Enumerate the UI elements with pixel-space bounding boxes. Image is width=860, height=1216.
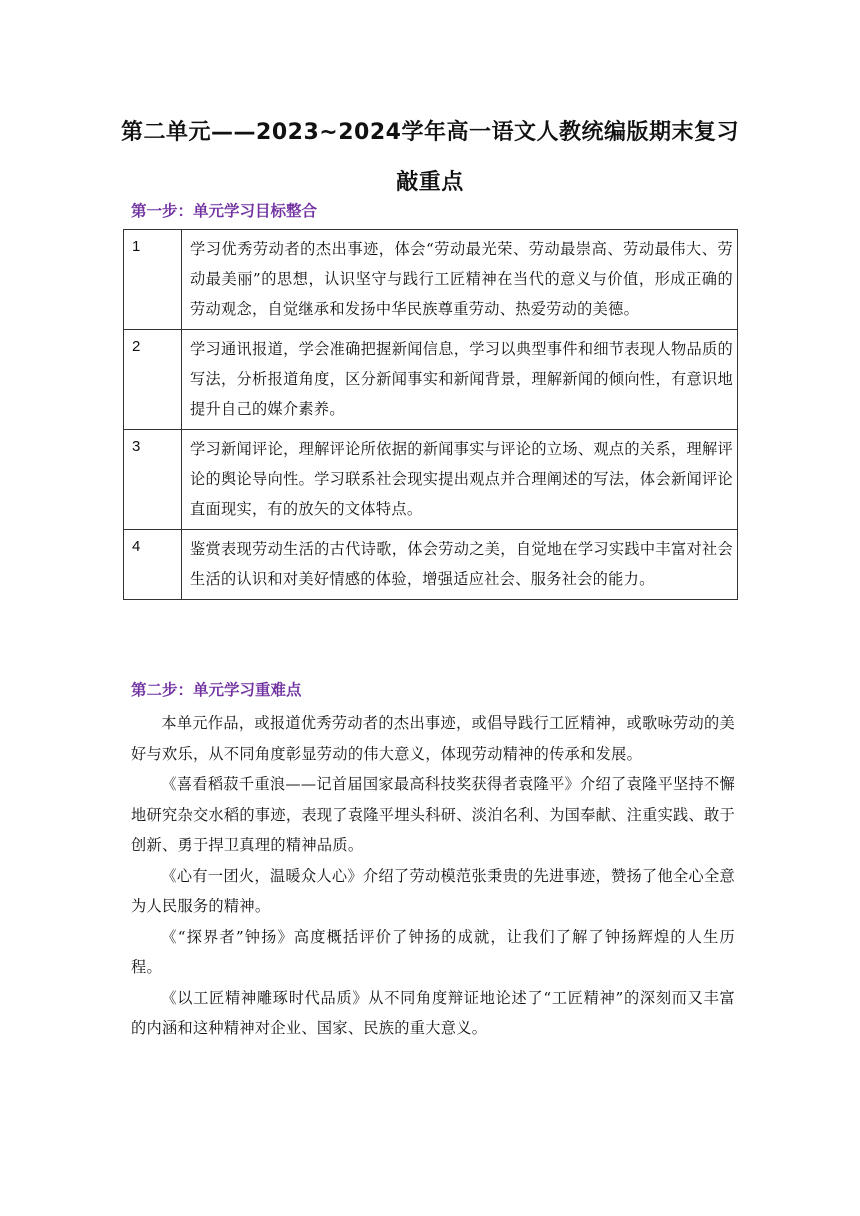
section-heading-goals: 第一步：单元学习目标整合 — [131, 202, 318, 220]
goal-number: 2 — [124, 330, 182, 430]
document-title: 第二单元——2023~2024学年高一语文人教统编版期末复习敲重点 — [121, 120, 739, 195]
paragraph: 《“探界者”钟扬》高度概括评价了钟扬的成就，让我们了解了钟扬辉煌的人生历程。 — [131, 927, 735, 976]
table-row — [124, 330, 738, 430]
table-row — [124, 230, 738, 330]
goal-text: 鉴赏表现劳动生活的古代诗歌，体会劳动之美，自觉地在学习实践中丰富对社会生活的认识和对美好情感的体验，增强适应社会、服务社会的能力。 — [182, 530, 738, 600]
key-points-body — [131, 708, 735, 1044]
table-row — [124, 430, 738, 530]
goal-text: 学习优秀劳动者的杰出事迹，体会“劳动最光荣、劳动最崇高、劳动最伟大、劳动最美丽”的思想，认识坚守与践行工匠精神在当代的意义与价值，形成正确的劳动观念，自觉继承和发扬中华民族尊重劳动、热爱劳动的美德。 — [182, 230, 738, 330]
paragraph: 《喜看稻菽千重浪——记首届国家最高科技奖获得者袁隆平》介绍了袁隆平坚持不懈地研究杂交水稻的事迹，表现了袁隆平埋头科研、淡泊名利、为国奉献、注重实践、敢于创新、勇于捍卫真理的精神品质。 — [131, 775, 736, 854]
goal-number: 1 — [124, 230, 182, 330]
goal-text: 学习新闻评论，理解评论所依据的新闻事实与评论的立场、观点的关系，理解评论的舆论导向性。学习联系社会现实提出观点并合理阐述的写法，体会新闻评论直面现实，有的放矢的文体特点。 — [182, 430, 738, 530]
paragraph: 《心有一团火，温暖众人心》介绍了劳动模范张秉贵的先进事迹，赞扬了他全心全意为人民服务的精神。 — [131, 866, 735, 915]
paragraph: 本单元作品，或报道优秀劳动者的杰出事迹，或倡导践行工匠精神，或歌咏劳动的美好与欢乐，从不同角度彰显劳动的伟大意义，体现劳动精神的传承和发展。 — [131, 714, 735, 763]
goal-number: 4 — [124, 530, 182, 600]
paragraph: 《以工匠精神雕琢时代品质》从不同角度辩证地论述了“工匠精神”的深刻而又丰富的内涵和这种精神对企业、国家、民族的重大意义。 — [131, 988, 735, 1037]
goal-text: 学习通讯报道，学会准确把握新闻信息，学习以典型事件和细节表现人物品质的写法，分析报道角度，区分新闻事实和新闻背景，理解新闻的倾向性，有意识地提升自己的媒介素养。 — [182, 330, 738, 430]
section-heading-key-points: 第二步：单元学习重难点 — [131, 681, 302, 699]
table-row — [124, 530, 738, 600]
goal-number: 3 — [124, 430, 182, 530]
goals-table — [123, 229, 738, 600]
